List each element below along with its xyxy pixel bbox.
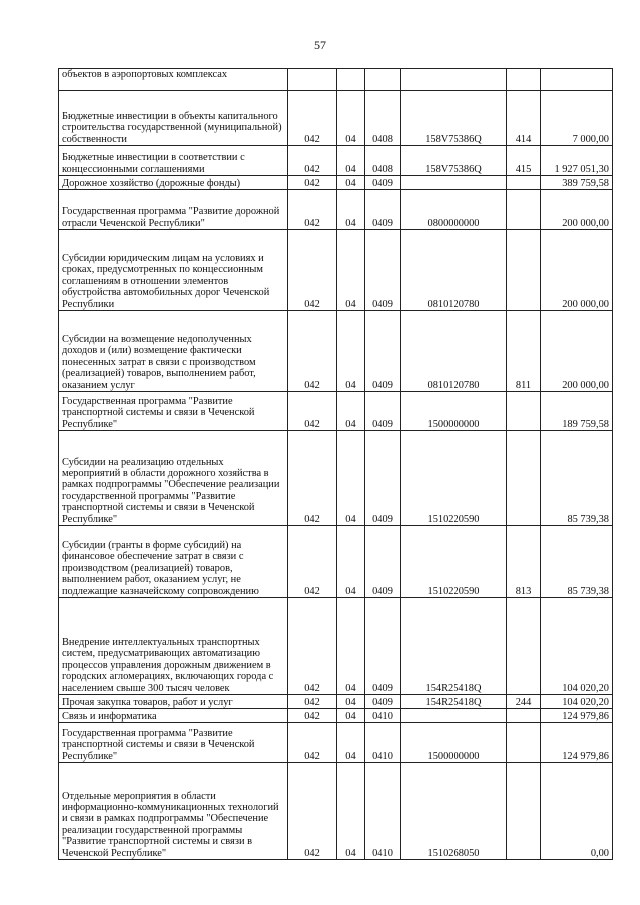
row-name-cell: Отдельные мероприятия в области информационно-коммуникационных технологий и связи в рамках подпрограммы "Обеспечение реализации государственной программы "Развитие транспортной системы и связи в Чеченской Республике" (59, 763, 288, 860)
row-pr-cell: 0410 (365, 723, 401, 763)
row-vr-cell (507, 69, 541, 91)
row-rz-cell (337, 69, 365, 91)
row-gr-cell: 042 (288, 311, 337, 392)
row-name-cell: Бюджетные инвестиции в соответствии с концессионными соглашениями (59, 146, 288, 176)
row-vr-cell (507, 392, 541, 431)
row-rz-cell: 04 (337, 598, 365, 695)
table-row (59, 763, 613, 860)
row-gr-cell: 042 (288, 176, 337, 190)
page-number: 57 (314, 38, 326, 52)
row-pr-cell: 0408 (365, 146, 401, 176)
row-gr-cell: 042 (288, 91, 337, 146)
row-csr-cell (401, 69, 507, 91)
row-name-cell: Связь и информатика (59, 709, 288, 723)
row-gr-cell: 042 (288, 526, 337, 598)
row-name-cell: Государственная программа "Развитие дорожной отрасли Чеченской Республики" (59, 190, 288, 230)
row-vr-cell: 811 (507, 311, 541, 392)
row-sum-cell: 200 000,00 (541, 230, 613, 311)
table-row (59, 431, 613, 526)
row-sum-cell: 104 020,20 (541, 598, 613, 695)
row-gr-cell: 042 (288, 146, 337, 176)
row-gr-cell: 042 (288, 431, 337, 526)
budget-table (58, 68, 613, 860)
row-csr-cell: 1510268050 (401, 763, 507, 860)
row-csr-cell: 1500000000 (401, 723, 507, 763)
row-csr-cell (401, 176, 507, 190)
row-name-cell: Государственная программа "Развитие транспортной системы и связи в Чеченской Республике" (59, 723, 288, 763)
table-row (59, 392, 613, 431)
table-row (59, 598, 613, 695)
row-rz-cell: 04 (337, 709, 365, 723)
row-gr-cell: 042 (288, 230, 337, 311)
row-sum-cell: 85 739,38 (541, 526, 613, 598)
table-row (59, 526, 613, 598)
row-sum-cell: 389 759,58 (541, 176, 613, 190)
row-name-cell: Дорожное хозяйство (дорожные фонды) (59, 176, 288, 190)
row-sum-cell: 104 020,20 (541, 695, 613, 709)
row-name-cell: Государственная программа "Развитие транспортной системы и связи в Чеченской Республике" (59, 392, 288, 431)
row-name-cell: Субсидии на реализацию отдельных мероприятий в области дорожного хозяйства в рамках подпрограммы "Обеспечение реализации государственной программы "Развитие транспортной системы и связи в Чеченской Республике" (59, 431, 288, 526)
row-csr-cell: 1500000000 (401, 392, 507, 431)
row-rz-cell: 04 (337, 392, 365, 431)
row-rz-cell: 04 (337, 146, 365, 176)
row-rz-cell: 04 (337, 190, 365, 230)
row-vr-cell (507, 190, 541, 230)
row-csr-cell (401, 709, 507, 723)
table-row (59, 176, 613, 190)
row-csr-cell: 1510220590 (401, 526, 507, 598)
row-vr-cell: 414 (507, 91, 541, 146)
table-row (59, 311, 613, 392)
row-gr-cell: 042 (288, 392, 337, 431)
row-pr-cell: 0409 (365, 598, 401, 695)
row-csr-cell: 158V75386Q (401, 146, 507, 176)
row-pr-cell: 0409 (365, 392, 401, 431)
row-gr-cell: 042 (288, 190, 337, 230)
row-sum-cell: 189 759,58 (541, 392, 613, 431)
row-vr-cell (507, 176, 541, 190)
row-vr-cell (507, 723, 541, 763)
table-row (59, 230, 613, 311)
row-rz-cell: 04 (337, 230, 365, 311)
row-sum-cell: 85 739,38 (541, 431, 613, 526)
row-gr-cell (288, 69, 337, 91)
row-csr-cell: 0810120780 (401, 230, 507, 311)
table-row (59, 190, 613, 230)
row-pr-cell: 0409 (365, 311, 401, 392)
row-name-cell: Бюджетные инвестиции в объекты капитального строительства государственной (муниципальной) собственности (59, 91, 288, 146)
row-vr-cell: 813 (507, 526, 541, 598)
row-rz-cell: 04 (337, 311, 365, 392)
row-pr-cell: 0409 (365, 695, 401, 709)
row-pr-cell: 0408 (365, 91, 401, 146)
row-gr-cell: 042 (288, 695, 337, 709)
row-vr-cell: 415 (507, 146, 541, 176)
table-row (59, 91, 613, 146)
row-rz-cell: 04 (337, 695, 365, 709)
row-sum-cell: 124 979,86 (541, 709, 613, 723)
row-name-cell: Внедрение интеллектуальных транспортных систем, предусматривающих автоматизацию процессов управления дорожным движением в городских агломерациях, включающих города с населением свыше 300 тысяч человек (59, 598, 288, 695)
table-row (59, 695, 613, 709)
row-sum-cell: 124 979,86 (541, 723, 613, 763)
row-pr-cell: 0409 (365, 190, 401, 230)
row-gr-cell: 042 (288, 709, 337, 723)
row-rz-cell: 04 (337, 176, 365, 190)
row-pr-cell: 0409 (365, 176, 401, 190)
row-sum-cell: 200 000,00 (541, 311, 613, 392)
row-csr-cell: 1510220590 (401, 431, 507, 526)
row-pr-cell (365, 69, 401, 91)
row-vr-cell: 244 (507, 695, 541, 709)
table-row (59, 146, 613, 176)
row-pr-cell: 0410 (365, 709, 401, 723)
table-row (59, 723, 613, 763)
row-name-cell: Субсидии (гранты в форме субсидий) на финансовое обеспечение затрат в связи с производством (реализацией) товаров, выполнением работ, оказанием услуг, не подлежащие казначейскому сопровождению (59, 526, 288, 598)
row-sum-cell: 7 000,00 (541, 91, 613, 146)
row-name-cell: Прочая закупка товаров, работ и услуг (59, 695, 288, 709)
row-sum-cell: 200 000,00 (541, 190, 613, 230)
row-name-cell: объектов в аэропортовых комплексах (59, 69, 288, 91)
row-pr-cell: 0409 (365, 526, 401, 598)
row-csr-cell: 0800000000 (401, 190, 507, 230)
row-csr-cell: 154R25418Q (401, 598, 507, 695)
row-pr-cell: 0409 (365, 431, 401, 526)
row-csr-cell: 158V75386Q (401, 91, 507, 146)
row-csr-cell: 0810120780 (401, 311, 507, 392)
row-vr-cell (507, 709, 541, 723)
row-rz-cell: 04 (337, 431, 365, 526)
row-csr-cell: 154R25418Q (401, 695, 507, 709)
row-gr-cell: 042 (288, 763, 337, 860)
row-vr-cell (507, 763, 541, 860)
row-pr-cell: 0410 (365, 763, 401, 860)
row-name-cell: Субсидии юридическим лицам на условиях и сроках, предусмотренных по концессионным соглашениям в отношении элементов обустройства автомобильных дорог Чеченской Республики (59, 230, 288, 311)
row-sum-cell: 1 927 051,30 (541, 146, 613, 176)
row-pr-cell: 0409 (365, 230, 401, 311)
row-rz-cell: 04 (337, 91, 365, 146)
table-row (59, 69, 613, 91)
row-rz-cell: 04 (337, 526, 365, 598)
row-gr-cell: 042 (288, 723, 337, 763)
budget-table-body (59, 69, 613, 860)
row-vr-cell (507, 230, 541, 311)
row-sum-cell: 0,00 (541, 763, 613, 860)
row-rz-cell: 04 (337, 723, 365, 763)
row-sum-cell (541, 69, 613, 91)
table-row (59, 709, 613, 723)
row-rz-cell: 04 (337, 763, 365, 860)
row-vr-cell (507, 431, 541, 526)
row-name-cell: Субсидии на возмещение недополученных доходов и (или) возмещение фактически понесенных затрат в связи с производством (реализацией) товаров, выполнением работ, оказанием услуг (59, 311, 288, 392)
row-gr-cell: 042 (288, 598, 337, 695)
row-vr-cell (507, 598, 541, 695)
